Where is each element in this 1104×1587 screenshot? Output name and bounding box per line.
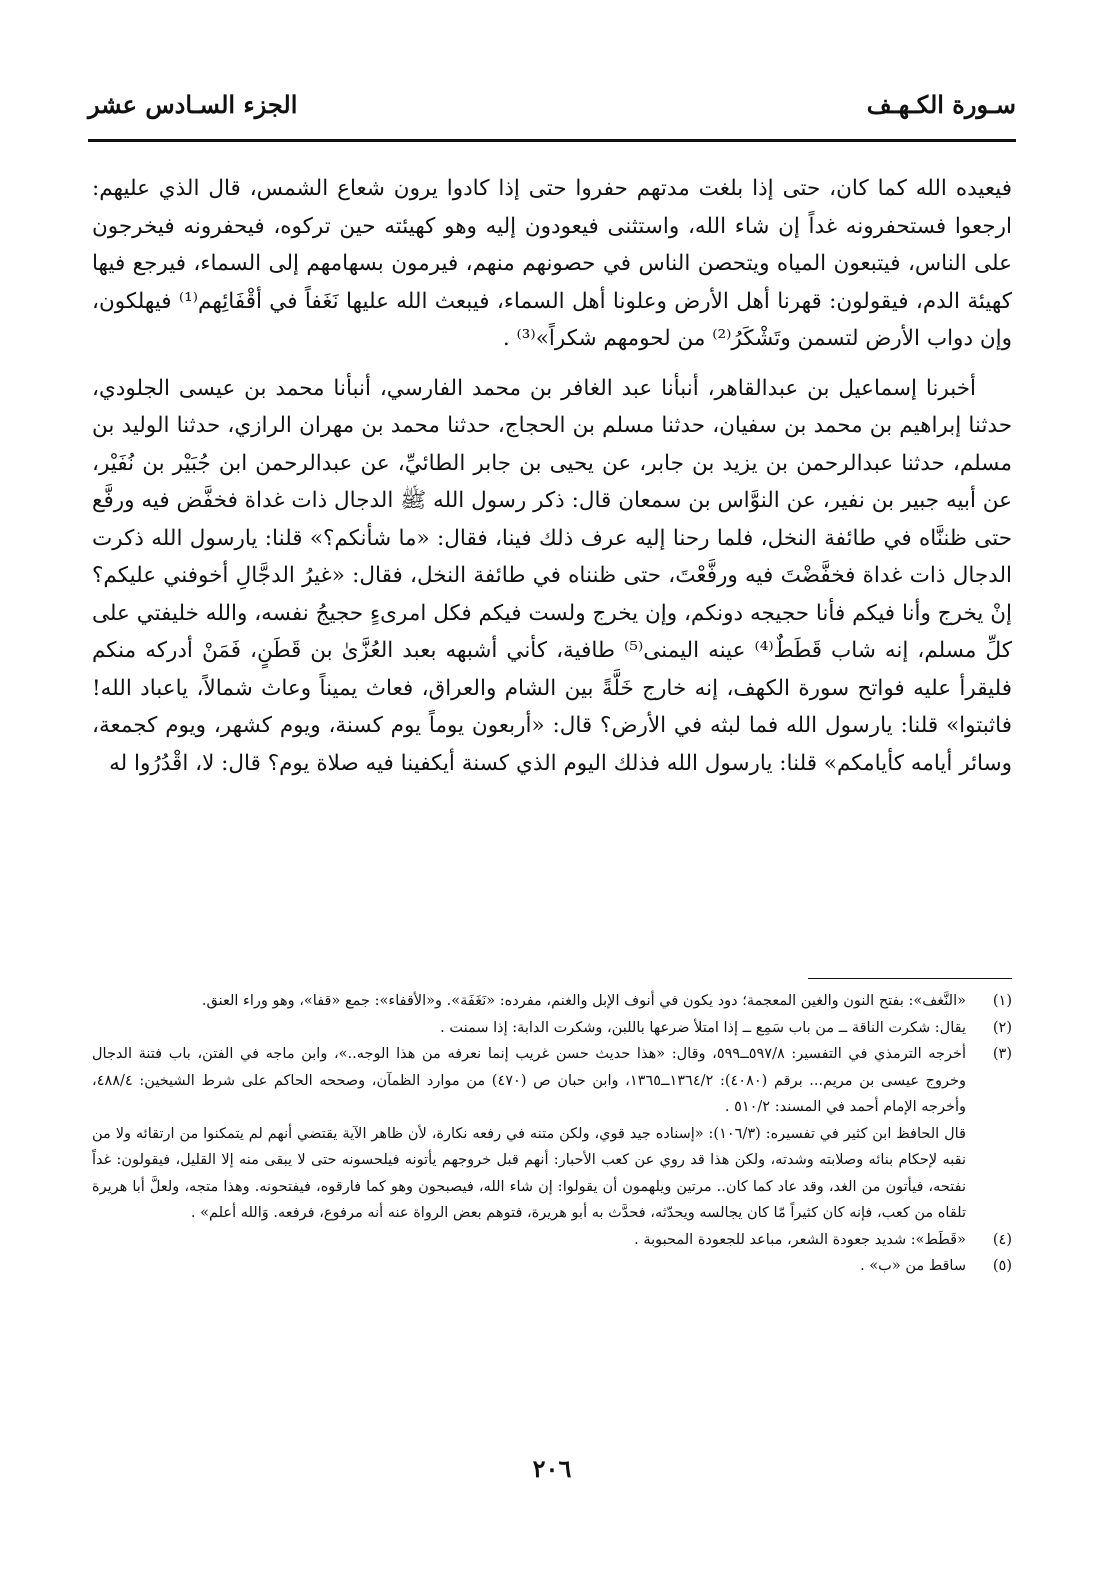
footnote-number: (٤) [992, 1231, 1012, 1248]
footnote-item [92, 1253, 1012, 1280]
page-number: ٢٠٦ [532, 1454, 572, 1483]
juz-title: الجزء السـادس عشر [88, 89, 298, 119]
paragraph-1: فيعيده الله كما كان، حتى إذا بلغت مدتهم حفروا حتى إذا كادوا يرون شعاع الشمس، قال الذي عليهم: ارجعوا فستحفرونه غداً إن شاء الله، واستثنى فيعودون إليه وهو كهيئته حين تركوه، فيحفرونه فيخرجون على الناس، فيتبعون المياه ويتحصن الناس في حصونهم منهم، فيرمون بسهامهم إلى السماء، فيرجع فيها كهيئة الدم، فيقولون: قهرنا أهل الأرض وعلونا أهل السماء، فيبعث الله عليها نَغَفاً في أقْفَائِهم⁽¹⁾ فيهلكون، وإن دواب الأرض لتسمن وتَشْكَرُ⁽²⁾ من لحومهم شكراً»⁽³⁾ . [92, 176, 1013, 351]
footnote-text: «قَطَط»: شديد جعودة الشعر، مباعد للجعودة المحبوبة . [634, 1231, 966, 1248]
footnote-text: أخرجه الترمذي في التفسير: ٥٩٧/٨ــ٥٩٩، وقال: «هذا حديث حسن غريب إنما نعرفه من هذا الوجه..»، وابن ماجه في الفتن، باب فتنة الدجال وخروج عيسى بن مريم... برقم (٤٠٨٠): ١٣٦٤/٢ــ١٣٦٥، وابن حبان ص (٤٧٠) من موارد الظمآن، وصححه الحاكم على شرط الشيخين: ٤٨٨/٤، وأخرجه الإمام أحمد في المسند: ٥١٠/٢ . [92, 1046, 966, 1115]
footnote-text: ساقط من «ب» . [860, 1258, 966, 1274]
footnote-number: (٣) [992, 1046, 1012, 1062]
footnote-item [92, 1015, 1012, 1042]
footnote-number: (٢) [992, 1019, 1012, 1036]
main-text [92, 170, 1012, 782]
surah-title: سـورة الكـهـف [866, 89, 1016, 119]
footnote-number: (١) [992, 993, 1012, 1009]
footnote-text: «النَّغف»: بفتح النون والغين المعجمة؛ دود يكون في أنوف الإبل والغنم، مفرده: «نَغَفَة». و«الأقفاء»: جمع «قفا»، وهو وراء العنق. [201, 993, 966, 1009]
footnote-continuation: قال الحافظ ابن كثير في تفسيره: (١٠٦/٣): «إسناده جيد قوي، ولكن متنه في رفعه نكارة، لأن ظاهر الآية يقتضي أنهم لم يتمكنوا من ارتقائه ولا من نقبه لإحكام بنائه وصلابته وشدته، ولكن هذا قد روي عن كعب الأحبار: أنهم قبل خروجهم يأتونه فيلحسونه حتى لا يبقى منه إلا القليل، فيقولون: غداً نفتحه، فيأتون من الغد، وقد عاد كما كان.. مرتين ويلهمون أن يقولوا: إن شاء الله، فيصبحون وهو كما فارقوه، فيفتحونه. وهذا متجه، ولعلَّ أبا هريرة تلقاه من كعب، فإنه كان كثيراً مّا كان يجالسه ويحدّثه، فحدَّث به أبو هريرة، فتوهم بعض الرواة عنه أنه مرفوع، فرفعه. وَالله أعلم» . [92, 1125, 966, 1221]
footnote-item [92, 988, 1012, 1015]
paragraph-2: أخبرنا إسماعيل بن عبدالقاهر، أنبأنا عبد الغافر بن محمد الفارسي، أنبأنا محمد بن عيسى الجلودي، حدثنا إبراهيم بن محمد بن سفيان، حدثنا مسلم بن الحجاج، حدثنا محمد بن مهران الرازي، حدثنا الوليد بن مسلم، حدثنا عبدالرحمن بن يزيد بن جابر، عن يحيى بن جابر الطائيِّ، عن عبدالرحمن ابن جُبَيْر بن نُفَيْر، عن أبيه جبير بن نفير، عن النوَّاس بن سمعان قال: ذكر رسول الله ﷺ الدجال ذات غداة فخفَّض فيه ورفَّع حتى ظننَّاه في طائفة النخل، فلما رحنا إليه عرف ذلك فينا، فقال: «ما شأنكم؟» قلنا: يارسول الله ذكرت الدجال ذات غداة فخفَّضْتَ فيه ورفَّعْتَ، حتى ظنناه في طائفة النخل، فقال: «غيرُ الدجَّالِ أخوفني عليكم؟ إنْ يخرج وأنا فيكم فأنا حجيجه دونكم، وإن يخرج ولست فيكم فكل امرىءٍ حجيجُ نفسه، والله خليفتي على كلِّ مسلم، إنه شاب قَطَطٌ⁽⁴⁾ عينه اليمنى⁽⁵⁾ طافية، كأني أشبهه بعبد العُزَّىٰ بن قَطَنٍ، فَمَنْ أدركه منكم فليقرأ عليه فواتح سورة الكهف، إنه خارج خَلَّةً بين الشام والعراق، فعاث يميناً وعاث شمالاً، ياعباد الله! فاثبتوا» قلنا: يارسول الله فما لبثه في الأرض؟ قال: «أربعون يوماً يوم كسنة، ويوم كشهر، ويوم كجمعة، وسائر أيامه كأيامكم» قلنا: يارسول الله فذلك اليوم الذي كسنة أيكفينا فيه صلاة يوم؟ قال: لا، اقْدُرُوا له [92, 375, 1012, 776]
footnotes [92, 988, 1012, 1280]
header-rule [88, 139, 1016, 142]
footnote-number: (٥) [992, 1258, 1012, 1274]
footnote-item [92, 1227, 1012, 1254]
footnote-item [92, 1041, 1012, 1121]
running-header [88, 84, 1016, 124]
footnote-text: يقال: شكرت الناقة ــ من باب سَمِع ــ إذا امتلأ ضرعها باللبن، وشكرت الدابة: إذا سمنت . [440, 1019, 966, 1036]
footnote-rule [808, 978, 1012, 979]
